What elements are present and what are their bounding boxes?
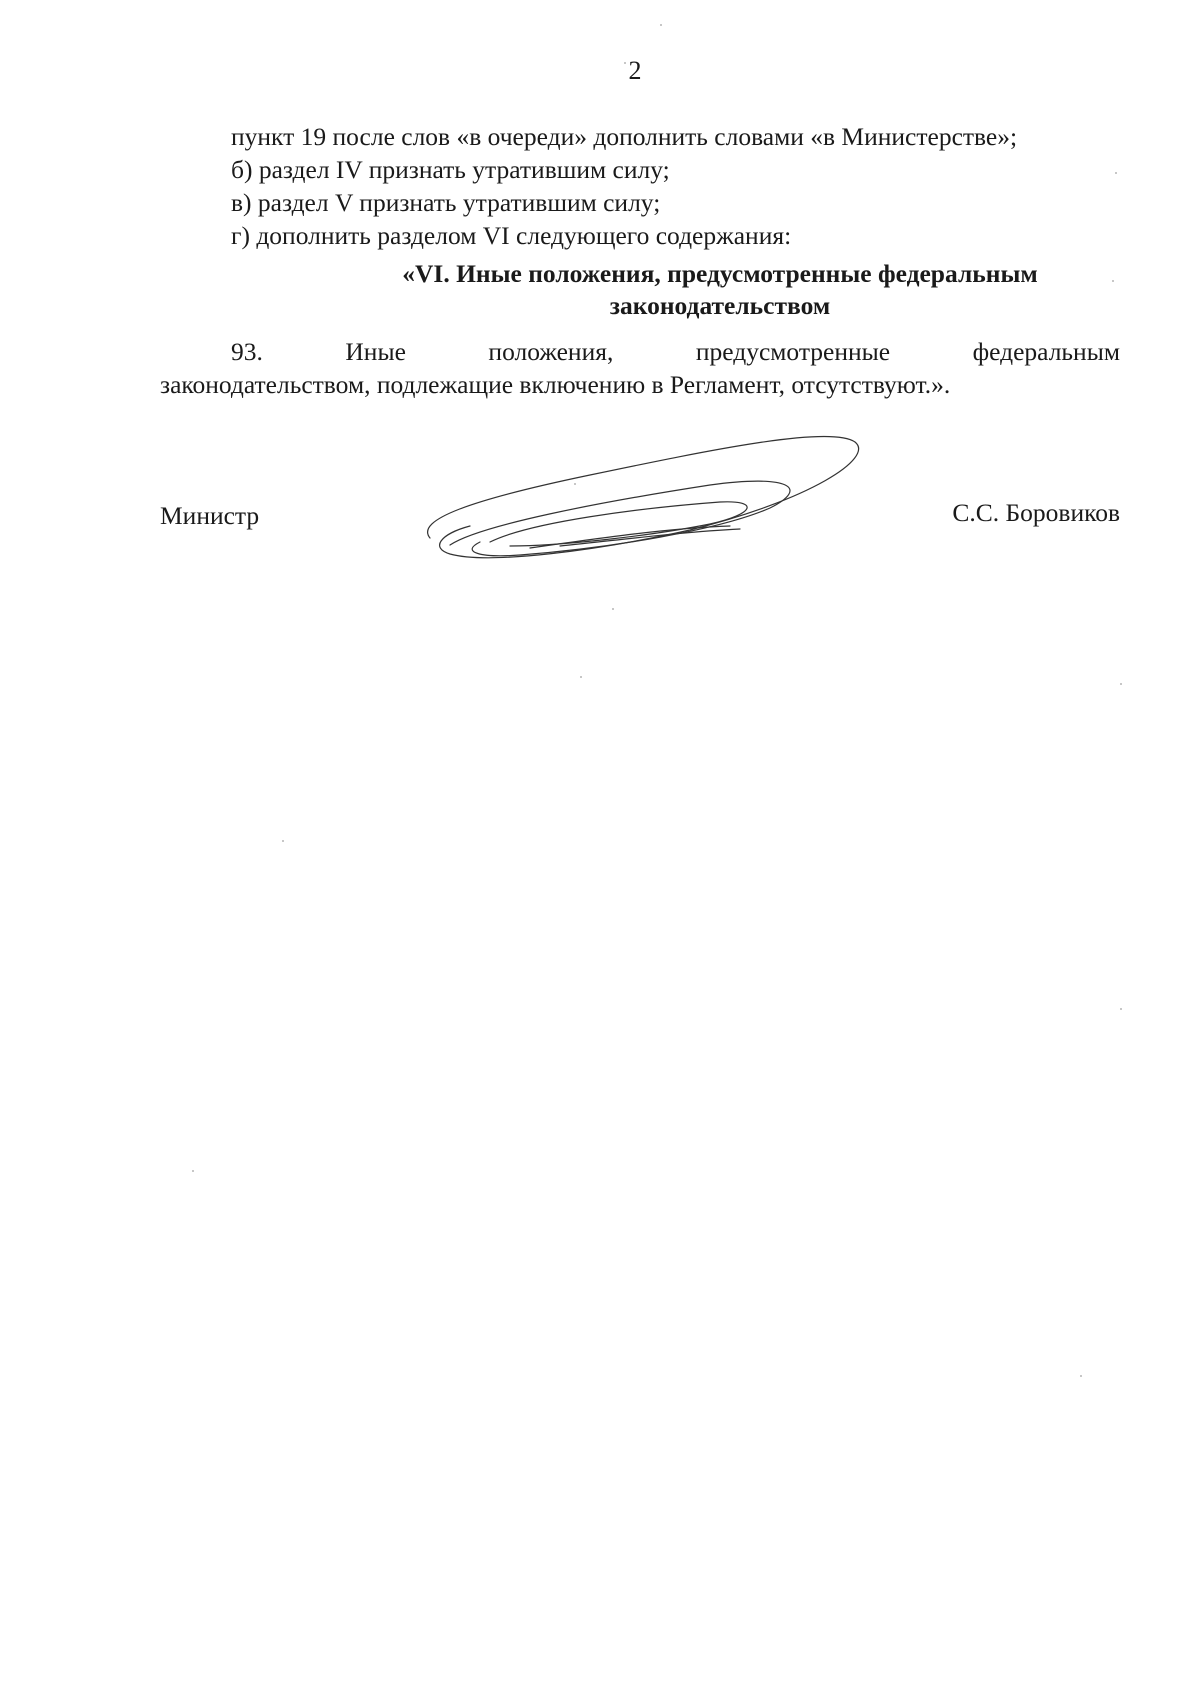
scan-speck: [1120, 1008, 1122, 1010]
handwritten-signature-icon: [410, 430, 870, 590]
section-title-line: законодательством: [609, 291, 831, 320]
scan-speck: [580, 676, 582, 678]
scan-speck: [1080, 1375, 1082, 1377]
scan-speck: [612, 608, 614, 610]
signer-position: Министр: [160, 501, 260, 530]
scan-speck: [192, 1170, 194, 1172]
paragraph-93: [160, 335, 1120, 401]
paragraph-93-second-line: законодательством, подлежащие включению в Регламент, отсутствуют.».: [160, 370, 951, 399]
scan-speck: [574, 483, 576, 485]
amendment-line: пункт 19 после слов «в очереди» дополнить словами «в Министерстве»;: [231, 122, 1018, 151]
paragraph-93-first-line: [160, 335, 1120, 368]
section-title-line: «VI. Иные положения, предусмотренные федеральным: [402, 259, 1038, 288]
paragraph-word: 93.: [231, 337, 263, 366]
paragraph-word: предусмотренные: [695, 337, 891, 366]
signer-name: С.С. Боровиков: [952, 498, 1120, 527]
amendment-list: [160, 120, 1120, 252]
scan-speck: [282, 840, 284, 842]
scan-speck: [660, 24, 662, 26]
scan-speck: [624, 62, 626, 64]
section-title: [160, 258, 1200, 322]
amendment-line: б) раздел IV признать утратившим силу;: [231, 155, 670, 184]
scan-speck: [1112, 280, 1114, 282]
paragraph-word: федеральным: [972, 337, 1120, 366]
scan-speck: [1120, 683, 1122, 685]
amendment-line: г) дополнить разделом VI следующего содержания:: [231, 221, 792, 250]
paragraph-word: положения,: [488, 337, 614, 366]
paragraph-word: Иные: [345, 337, 406, 366]
amendment-line: в) раздел V признать утратившим силу;: [231, 188, 661, 217]
page-number: 2: [628, 56, 642, 85]
scan-speck: [1115, 172, 1117, 174]
